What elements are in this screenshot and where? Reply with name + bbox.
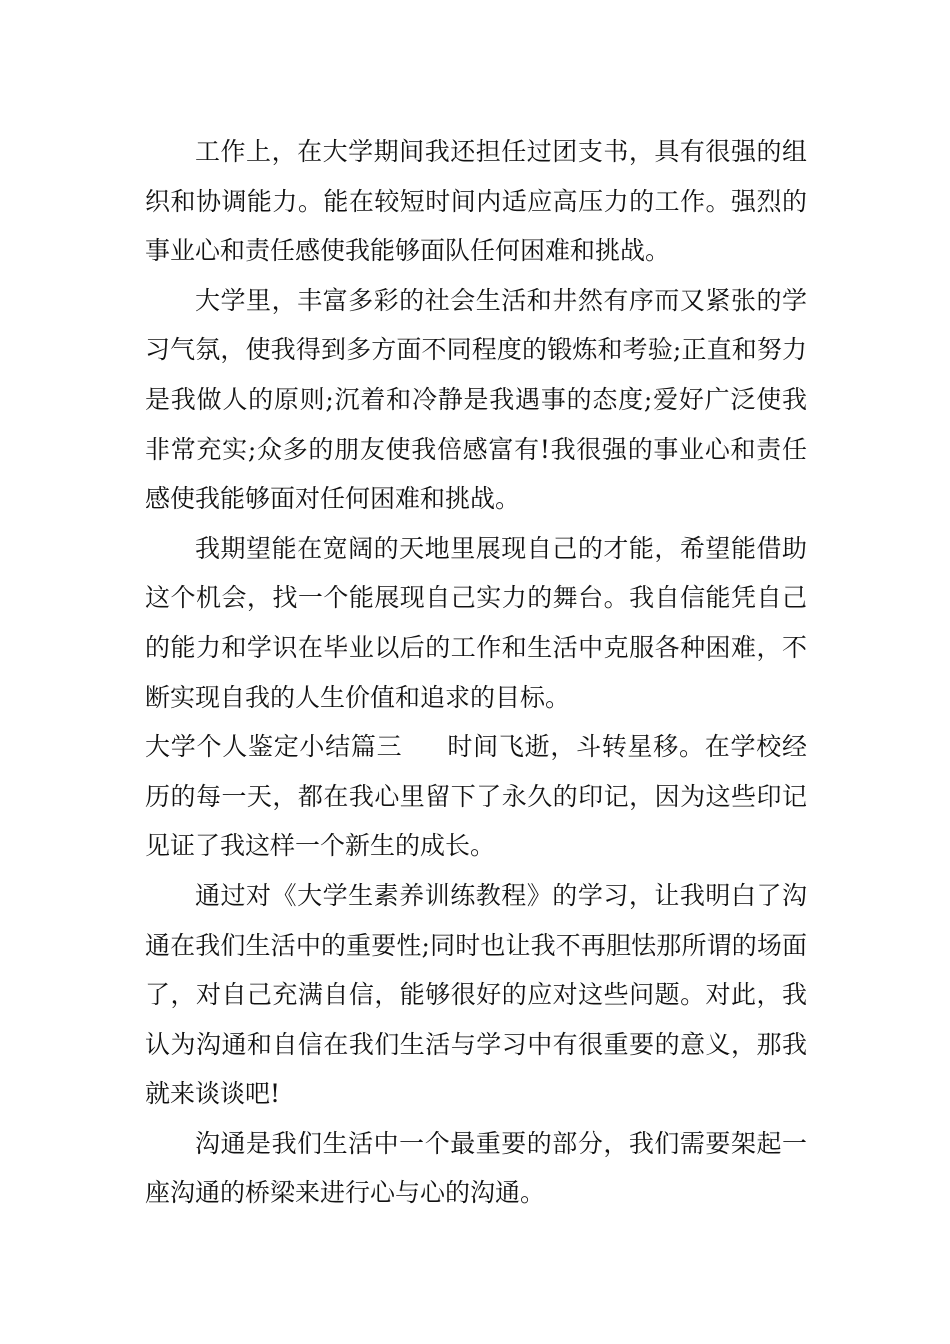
- section-three-paragraph: [145, 722, 807, 871]
- paragraph-expectation: 我期望能在宽阔的天地里展现自己的才能，希望能借助这个机会，找一个能展现自己实力的舞台。我自信能凭自己的能力和学识在毕业以后的工作和生活中克服各种困难，不断实现自我的人生价值和追求的目标。: [145, 533, 807, 712]
- section-heading: 大学个人鉴定小结篇三: [145, 732, 403, 762]
- paragraph-communication: 沟通是我们生活中一个最重要的部分，我们需要架起一座沟通的桥梁来进行心与心的沟通。: [145, 1128, 807, 1208]
- document-page: [145, 127, 807, 1218]
- paragraph-course-study: 通过对《大学生素养训练教程》的学习，让我明白了沟通在我们生活中的重要性;同时也让我不再胆怯那所谓的场面了，对自己充满自信，能够很好的应对这些问题。对此，我认为沟通和自信在我们生活与学习中有很重要的意义，那我就来谈谈吧!: [145, 880, 807, 1109]
- paragraph-university-life: 大学里，丰富多彩的社会生活和井然有序而又紧张的学习气氛，使我得到多方面不同程度的锻炼和考验;正直和努力是我做人的原则;沉着和冷静是我遇事的态度;爱好广泛使我非常充实;众多的朋友使我倍感富有!我很强的事业心和责任感使我能够面对任何困难和挑战。: [145, 285, 807, 514]
- section-first-text: 时间飞逝，斗转星移。在学校经历的每一天，都在我心里留下了永久的印记，因为这些印记见证了我这样一个新生的成长。: [145, 732, 807, 861]
- paragraph-work: 工作上，在大学期间我还担任过团支书，具有很强的组织和协调能力。能在较短时间内适应高压力的工作。强烈的事业心和责任感使我能够面队任何困难和挑战。: [145, 137, 807, 266]
